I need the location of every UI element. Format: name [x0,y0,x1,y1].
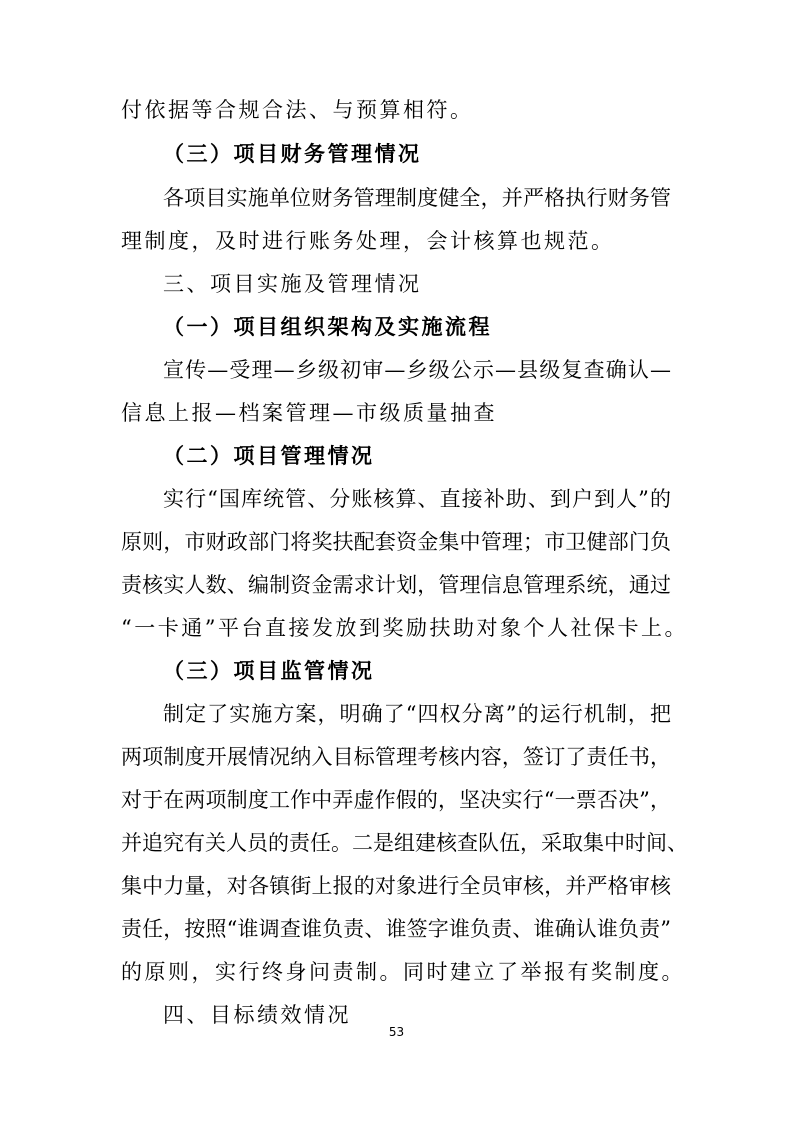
body-text-line: 宣传—受理—乡级初审—乡级公示—县级复查确认— [163,358,671,382]
body-text-line: 付依据等合规合法、与预算相符。 [121,98,474,122]
body-text-line: 的原则，实行终身问责制。同时建立了举报有奖制度。 [121,960,685,984]
body-text-line: 并追究有关人员的责任。二是组建核查队伍，采取集中时间、 [121,831,688,855]
body-text-line: 制定了实施方案，明确了“四权分离”的运行机制，把 [163,702,671,726]
section-heading: （二）项目管理情况 [163,443,375,468]
body-text-line: 信息上报—档案管理—市级质量抽查 [121,401,497,425]
body-text-line: 对于在两项制度工作中弄虚作假的，坚决实行“一票否决”， [121,788,671,812]
section-heading: （一）项目组织架构及实施流程 [163,314,492,339]
body-text-line: 理制度，及时进行账务处理，会计核算也规范。 [121,229,615,253]
body-text-line: 各项目实施单位财务管理制度健全，并严格执行财务管 [163,186,671,210]
section-heading-plain: 四、目标绩效情况 [163,1003,351,1027]
body-text-line: 实行“国库统管、分账核算、直接补助、到户到人”的 [163,487,671,511]
body-text-line: “一卡通”平台直接发放到奖励扶助对象个人社保卡上。 [121,616,688,640]
section-heading: （三）项目监管情况 [163,658,375,683]
section-heading: （三）项目财务管理情况 [163,141,422,166]
page-number: 53 [388,1025,405,1039]
body-text-line: 责核实人数、编制资金需求计划，管理信息管理系统，通过 [121,573,671,597]
body-text-line: 两项制度开展情况纳入目标管理考核内容，签订了责任书， [121,745,671,769]
body-text-line: 责任，按照“谁调查谁负责、谁签字谁负责、谁确认谁负责” [121,917,671,941]
body-text-line: 集中力量，对各镇街上报的对象进行全员审核，并严格审核 [121,874,671,898]
section-heading-plain: 三、项目实施及管理情况 [163,272,422,296]
body-text-line: 原则，市财政部门将奖扶配套资金集中管理；市卫健部门负 [121,530,671,554]
